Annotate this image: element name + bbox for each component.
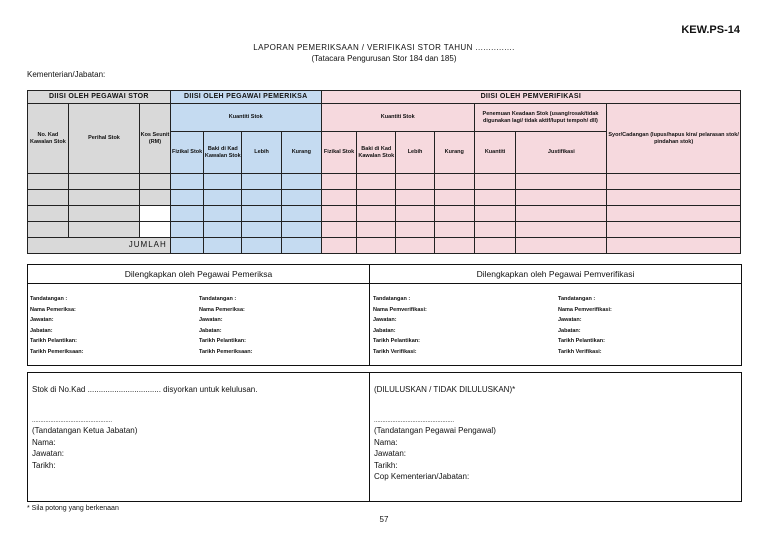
- inspector-fields-right: [199, 294, 252, 357]
- controller-signature-label: (Tandatangan Pegawai Pengawal): [374, 426, 496, 435]
- field-signature: Tandatangan :: [199, 296, 237, 302]
- head-signature-label: (Tandatangan Ketua Jabatan): [32, 426, 138, 435]
- verifier-panel-title: Dilengkapkan oleh Pegawai Pemverifikasi: [370, 265, 741, 284]
- inspector-panel-title: Dilengkapkan oleh Pegawai Pemeriksa: [28, 265, 369, 284]
- col-balance: Baki di Kad Kawalan Stok: [204, 132, 242, 174]
- field-signature: Tandatangan :: [558, 296, 596, 302]
- field-stamp: Cop Kementerian/Jabatan:: [374, 472, 470, 481]
- field-department: Jabatan:: [30, 327, 53, 334]
- table-row: [28, 174, 741, 190]
- table-row: [28, 206, 741, 222]
- field-appointment-date: Tarikh Pelantikan:: [373, 338, 420, 344]
- field-department: Jabatan:: [373, 327, 396, 334]
- ministry-label: Kementerian/Jabatan:: [27, 70, 106, 79]
- table-row: [28, 190, 741, 206]
- col-short: Kurang: [434, 132, 474, 174]
- recommendation-panel: [27, 372, 370, 502]
- verifier-fields-left: [373, 294, 427, 357]
- total-label: JUMLAH: [28, 238, 171, 254]
- signature-line: ................................................: [32, 418, 113, 424]
- table-row: [28, 222, 741, 238]
- group-verifier-header: DIISI OLEH PEMVERIFIKASI: [321, 91, 740, 104]
- field-appointment-date: Tarikh Pelantikan:: [30, 338, 77, 344]
- field-name: Nama:: [374, 437, 398, 447]
- field-inspection-date: Tarikh Pemeriksaan:: [199, 348, 253, 355]
- col-excess: Lebih: [396, 132, 435, 174]
- recommendation-line: Stok di No.Kad ................................. disyorkan untuk kelulusan.: [32, 385, 258, 394]
- col-quantity: Kuantiti: [474, 132, 516, 174]
- field-position: Jawatan:: [199, 317, 223, 323]
- col-balance: Baki di Kad Kawalan Stok: [357, 132, 396, 174]
- field-inspection-date: Tarikh Pemeriksaan:: [30, 348, 84, 355]
- col-justification: Justifikasi: [516, 132, 607, 174]
- col-short: Kurang: [281, 132, 321, 174]
- col-remarks: Syor/Cadangan (lupus/hapus kira/ pelarasan stok/ pindahan stok): [607, 104, 741, 174]
- group-store-header: DIISI OLEH PEGAWAI STOR: [28, 91, 171, 104]
- field-appointment-date: Tarikh Pelantikan:: [199, 338, 246, 344]
- signature-line: ................................................: [374, 418, 455, 424]
- verifier-panel: [369, 264, 742, 366]
- field-position: Jawatan:: [373, 317, 397, 323]
- col-item: Perihal Stok: [68, 104, 139, 174]
- group-inspector-header: DIISI OLEH PEGAWAI PEMERIKSA: [170, 91, 321, 104]
- field-verification-date: Tarikh Verifikasi:: [558, 348, 602, 355]
- page-number: 57: [379, 515, 389, 524]
- field-signature: Tandatangan :: [373, 296, 411, 302]
- field-inspector-name: Nama Pemeriksa:: [30, 306, 76, 313]
- page-title: LAPORAN PEMERIKSAAN / VERIFIKASI STOR TAHUN ...............: [253, 43, 515, 52]
- form-code: KEW.PS-14: [681, 24, 740, 36]
- field-position: Jawatan:: [30, 317, 54, 323]
- recommendation-sign-block: [32, 417, 137, 471]
- footnote: * Sila potong yang berkenaan: [27, 505, 119, 512]
- col-physical: Fizikal Stok: [321, 132, 357, 174]
- col-unit-cost: Kos Seunit (RM): [140, 104, 171, 174]
- approval-sign-block: [374, 417, 496, 483]
- field-inspector-name: Nama Pemeriksa:: [199, 306, 245, 313]
- field-position: Jawatan:: [32, 449, 65, 458]
- page-subtitle: (Tatacara Pengurusan Stor 184 dan 185): [311, 54, 457, 63]
- col-qty-verifier: Kuantiti Stok: [321, 104, 474, 132]
- col-physical: Fizikal Stok: [170, 132, 204, 174]
- col-condition: Penemuan Keadaan Stok (usang/rosak/tidak digunakan lagi/ tidak aktif/luput tempoh/ dll): [474, 104, 607, 132]
- approval-panel: [369, 372, 742, 502]
- field-verifier-name: Nama Pemverifikasi:: [558, 306, 612, 313]
- inspector-fields-left: [30, 294, 83, 357]
- col-qty-inspector: Kuantiti Stok: [170, 104, 321, 132]
- verifier-fields-right: [558, 294, 612, 357]
- field-position: Jawatan:: [374, 449, 407, 458]
- col-card-no: No. Kad Kawalan Stok: [28, 104, 69, 174]
- field-appointment-date: Tarikh Pelantikan:: [558, 338, 605, 344]
- inspector-panel: [27, 264, 370, 366]
- stock-table: [27, 90, 741, 254]
- field-name: Nama:: [32, 437, 56, 447]
- approval-status: (DILULUSKAN / TIDAK DILULUSKAN)*: [374, 385, 516, 394]
- field-date: Tarikh:: [374, 460, 398, 470]
- field-department: Jabatan:: [558, 327, 581, 334]
- field-position: Jawatan:: [558, 317, 582, 323]
- field-department: Jabatan:: [199, 327, 222, 334]
- col-excess: Lebih: [242, 132, 282, 174]
- total-row: [28, 238, 741, 254]
- field-signature: Tandatangan :: [30, 296, 68, 302]
- field-date: Tarikh:: [32, 460, 56, 470]
- field-verification-date: Tarikh Verifikasi:: [373, 348, 417, 355]
- field-verifier-name: Nama Pemverifikasi:: [373, 306, 427, 313]
